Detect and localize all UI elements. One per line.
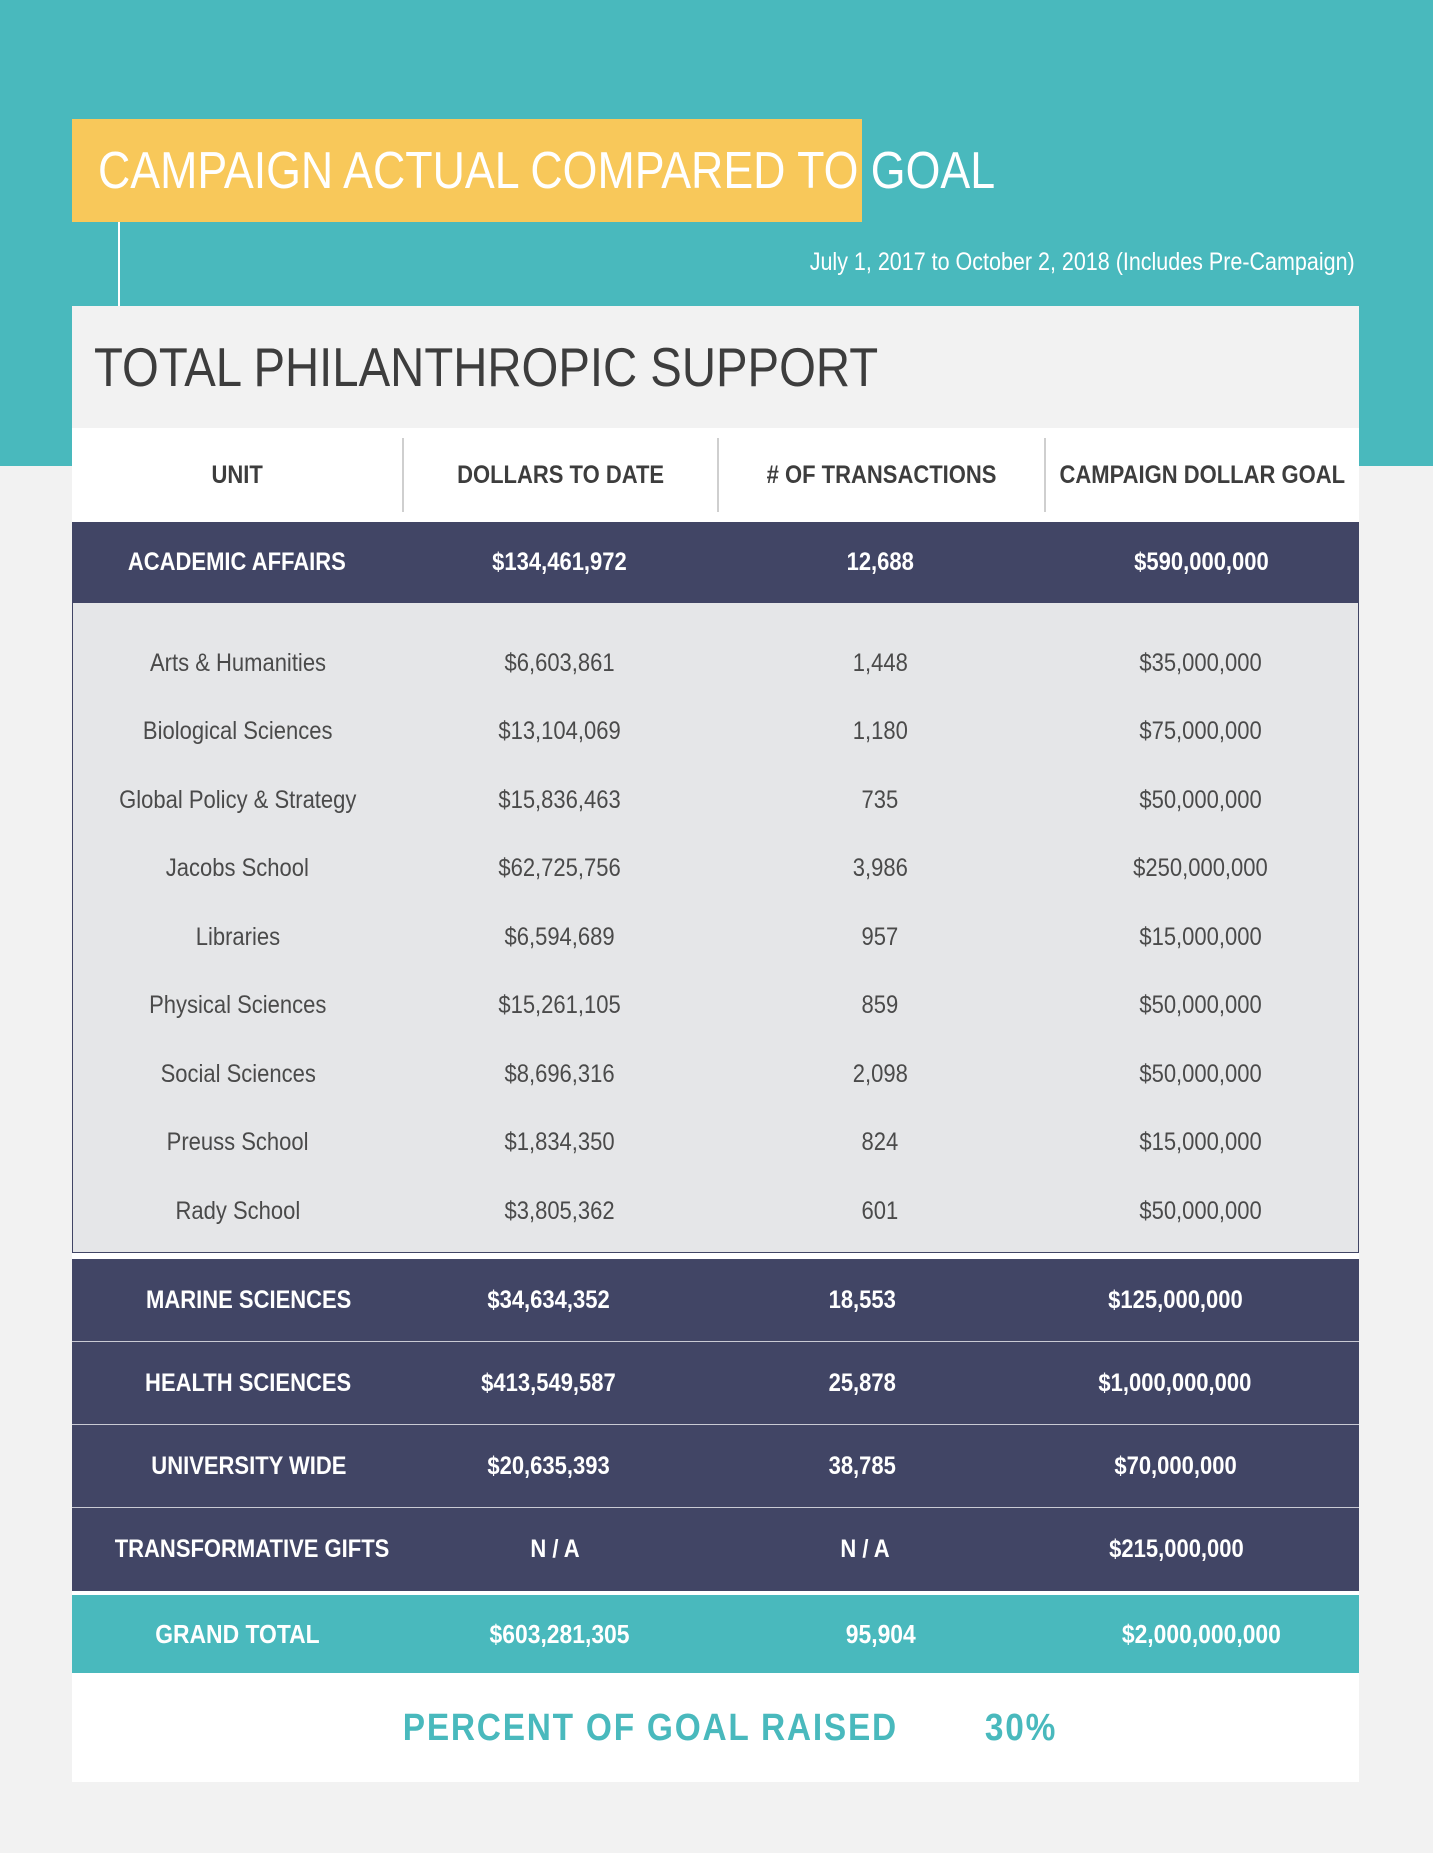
transactions-cell: 601 (861, 1196, 899, 1225)
goal-cell: $250,000,000 (1133, 854, 1269, 883)
percent-of-goal (72, 1673, 1359, 1783)
transactions-cell: 957 (861, 922, 899, 951)
card-title: TOTAL PHILANTHROPIC SUPPORT (94, 336, 879, 398)
card-header (72, 306, 1359, 428)
unit-cell: Biological Sciences (142, 717, 333, 746)
dollars-cell: $15,261,105 (498, 991, 621, 1020)
goal-cell: $75,000,000 (1139, 717, 1262, 746)
goal-cell: $70,000,000 (1114, 1451, 1237, 1480)
percent-label: PERCENT OF GOAL RAISED (402, 1706, 899, 1749)
unit-cell: Arts & Humanities (149, 648, 326, 677)
table-row-grand-total (72, 1595, 1359, 1673)
unit-cell: Preuss School (166, 1128, 309, 1157)
table-row (73, 629, 1358, 698)
transactions-cell: 95,904 (845, 1618, 916, 1649)
unit-cell: Libraries (195, 922, 280, 951)
dollars-cell: $134,461,972 (492, 548, 627, 576)
goal-cell: $1,000,000,000 (1098, 1368, 1252, 1397)
dollars-cell: N / A (529, 1535, 580, 1563)
unit-cell: Global Policy & Strategy (119, 785, 357, 814)
dollars-cell: $413,549,587 (481, 1368, 616, 1397)
title-connector-line (118, 222, 120, 306)
transactions-cell: 25,878 (828, 1368, 896, 1397)
transactions-cell: N / A (840, 1535, 891, 1563)
goal-cell: $50,000,000 (1139, 991, 1262, 1020)
academic-affairs-subunits (72, 603, 1359, 1253)
goal-cell: $15,000,000 (1139, 1128, 1262, 1157)
dollars-cell: $603,281,305 (489, 1618, 630, 1649)
goal-cell: $50,000,000 (1139, 1059, 1262, 1088)
unit-cell: Jacobs School (166, 854, 310, 883)
goal-cell: $50,000,000 (1139, 785, 1262, 814)
transactions-cell: 2,098 (852, 1059, 908, 1088)
table-row (73, 835, 1358, 904)
dollars-cell: $3,805,362 (504, 1196, 615, 1225)
dollars-cell: $15,836,463 (498, 785, 621, 814)
transactions-cell: 1,448 (852, 648, 908, 677)
transactions-cell: 859 (861, 991, 899, 1020)
table-row (73, 1109, 1358, 1178)
table-row (73, 698, 1358, 767)
dollars-cell: $13,104,069 (498, 717, 621, 746)
column-header-unit: UNIT (211, 460, 263, 489)
dollars-cell: $34,634,352 (487, 1285, 610, 1314)
goal-cell: $215,000,000 (1109, 1535, 1244, 1563)
unit-cell: TRANSFORMATIVE GIFTS (114, 1535, 390, 1563)
transactions-cell: 38,785 (828, 1451, 896, 1480)
transactions-cell: 12,688 (846, 548, 915, 576)
goal-cell: $590,000,000 (1134, 548, 1269, 576)
table-row (73, 972, 1358, 1041)
unit-cell: MARINE SCIENCES (145, 1285, 352, 1314)
goal-cell: $15,000,000 (1139, 922, 1262, 951)
goal-cell: $125,000,000 (1107, 1285, 1243, 1314)
dollars-cell: $1,834,350 (504, 1128, 615, 1157)
page-title: CAMPAIGN ACTUAL COMPARED TO GOAL (98, 141, 996, 200)
dollars-cell: $6,603,861 (504, 648, 615, 677)
table-row (73, 1177, 1358, 1246)
transactions-cell: 735 (861, 785, 899, 814)
unit-cell: ACADEMIC AFFAIRS (128, 548, 346, 576)
table-row-academic-affairs (72, 522, 1359, 603)
dollars-cell: $8,696,316 (504, 1059, 615, 1088)
other-units-block (72, 1259, 1359, 1591)
goal-cell: $2,000,000,000 (1121, 1618, 1282, 1649)
column-header-dollars: DOLLARS TO DATE (402, 438, 717, 512)
transactions-cell: 3,986 (852, 854, 908, 883)
transactions-cell: 824 (861, 1128, 899, 1157)
dollars-cell: $62,725,756 (498, 854, 621, 883)
table-row (73, 1040, 1358, 1109)
unit-cell: GRAND TOTAL (154, 1618, 320, 1649)
table-row-health-sciences (72, 1342, 1359, 1425)
column-headers (72, 428, 1359, 522)
transactions-cell: 18,553 (828, 1285, 896, 1314)
column-header-goal: CAMPAIGN DOLLAR GOAL (1044, 438, 1359, 512)
unit-cell: Social Sciences (160, 1059, 316, 1088)
transactions-cell: 1,180 (852, 717, 908, 746)
unit-cell: HEALTH SCIENCES (145, 1368, 352, 1397)
dollars-cell: $6,594,689 (504, 922, 615, 951)
table-row-university-wide (72, 1425, 1359, 1508)
support-card (72, 306, 1359, 1782)
unit-cell: Physical Sciences (149, 991, 327, 1020)
unit-cell: UNIVERSITY WIDE (150, 1451, 347, 1480)
goal-cell: $50,000,000 (1139, 1196, 1262, 1225)
table-row-marine-sciences (72, 1259, 1359, 1342)
dollars-cell: $20,635,393 (487, 1451, 610, 1480)
page-title-box (72, 119, 996, 222)
goal-cell: $35,000,000 (1139, 648, 1262, 677)
unit-cell: Rady School (175, 1196, 301, 1225)
percent-value: 30% (984, 1706, 1057, 1749)
column-header-transactions: # OF TRANSACTIONS (717, 438, 1044, 512)
table-row (73, 903, 1358, 972)
date-range: July 1, 2017 to October 2, 2018 (Includes Pre-Campaign) (810, 248, 1355, 276)
table-row (73, 766, 1358, 835)
table-row-transformative-gifts (72, 1508, 1359, 1591)
